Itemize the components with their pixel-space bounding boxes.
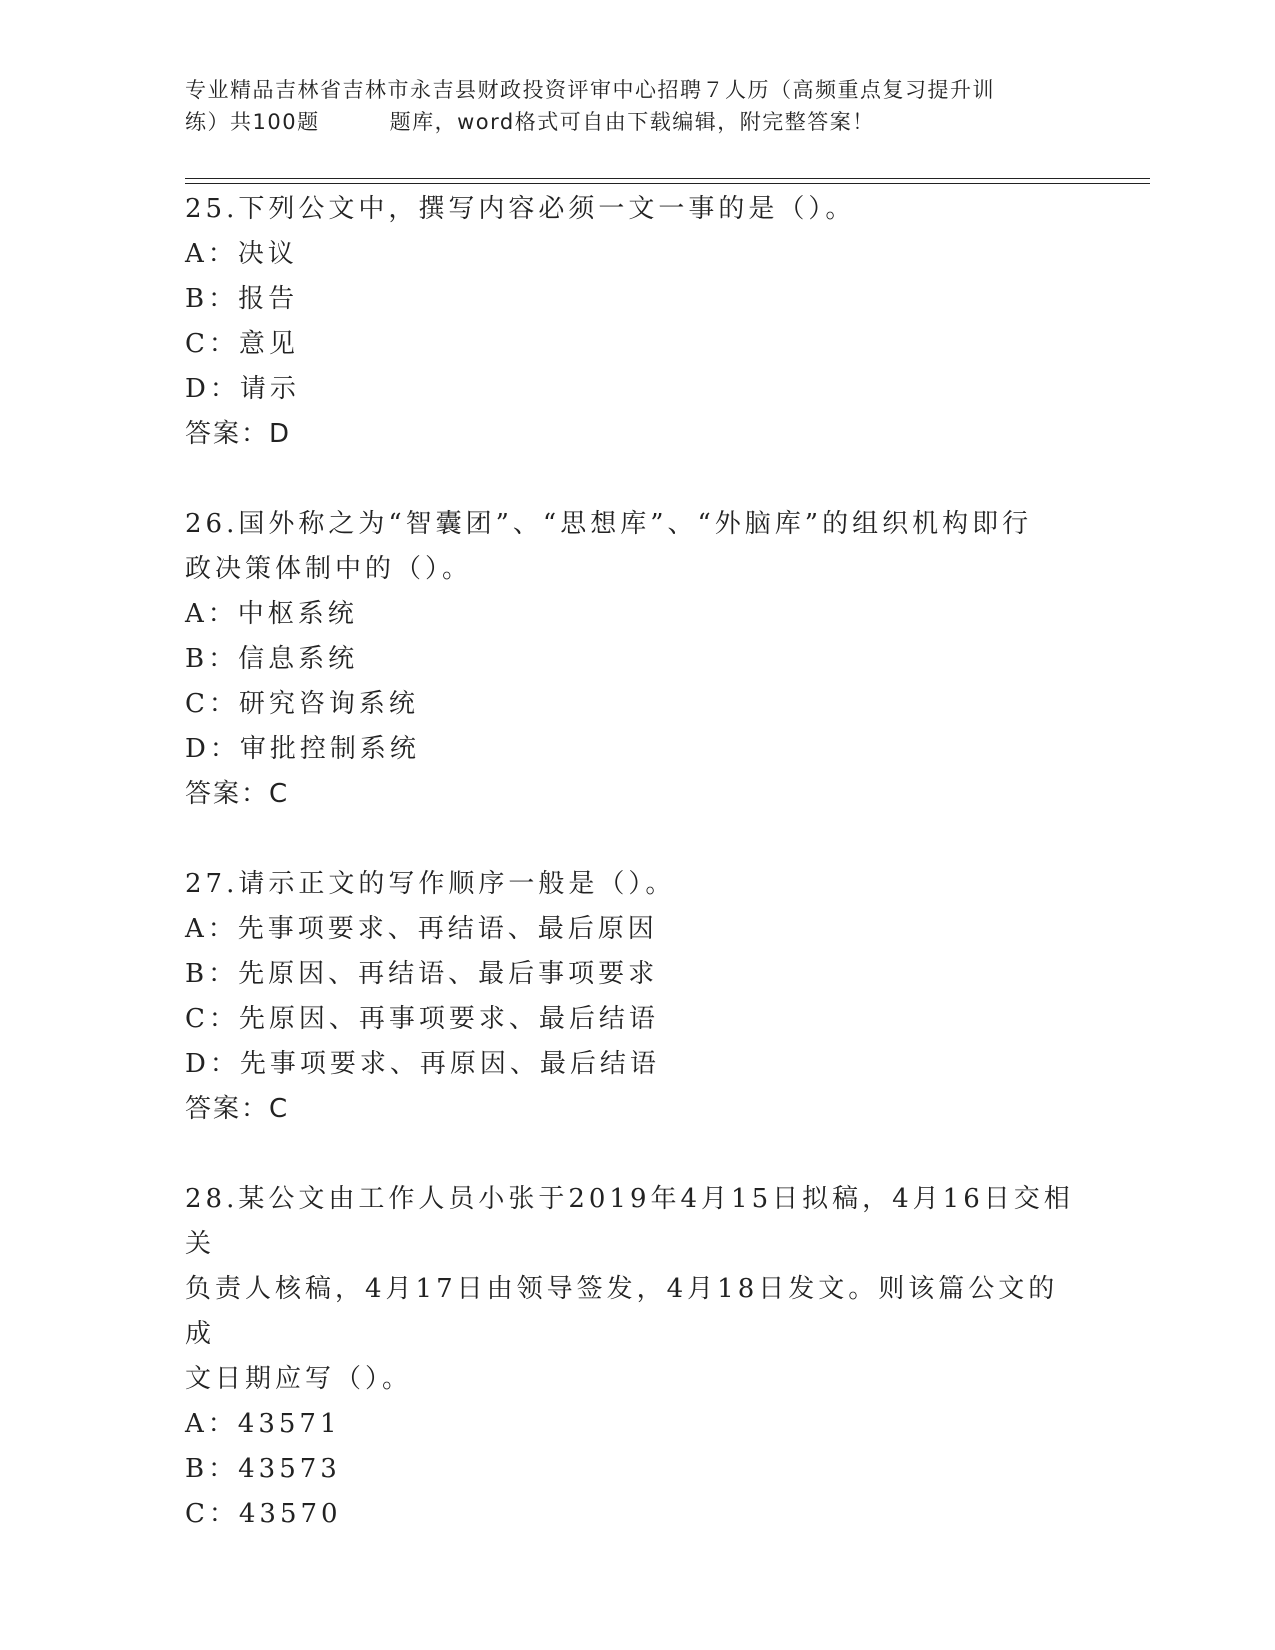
question-stem-line-1: 26.国外称之为“智囊团”、“思想库”、“外脑库”的组织机构即行 — [185, 509, 1033, 539]
header-line-2 — [185, 106, 1085, 138]
question-28 — [185, 1177, 1085, 1537]
option-b: B：先原因、再结语、最后事项要求 — [185, 959, 659, 989]
answer: 答案：D — [185, 419, 292, 449]
question-25 — [185, 187, 1085, 457]
option-d: D：先事项要求、再原因、最后结语 — [185, 1049, 660, 1079]
question-stem-line-3: 文日期应写（）。 — [185, 1364, 413, 1394]
question-26 — [185, 502, 1085, 817]
option-b: B：信息系统 — [185, 644, 359, 674]
option-c: C：先原因、再事项要求、最后结语 — [185, 1004, 659, 1034]
header-line-2-part-1: 练）共100题 — [185, 110, 320, 134]
question-stem-line-2: 政决策体制中的（）。 — [185, 554, 473, 584]
answer: 答案：C — [185, 1094, 290, 1124]
option-a: A：决议 — [185, 239, 298, 269]
option-b: B：43573 — [185, 1454, 341, 1484]
header-rule-bottom — [185, 183, 1150, 184]
option-a: A：43571 — [185, 1409, 341, 1439]
option-d: D：请示 — [185, 374, 300, 404]
question-stem-line-2: 负责人核稿，4月17日由领导签发，4月18日发文。则该篇公文的成 — [185, 1274, 1059, 1349]
option-a: A：中枢系统 — [185, 599, 358, 629]
option-b: B：报告 — [185, 284, 299, 314]
answer: 答案：C — [185, 779, 290, 809]
header-rule-top — [185, 178, 1150, 179]
document-header — [185, 74, 1085, 138]
question-list — [185, 187, 1085, 1537]
option-a: A：先事项要求、再结语、最后原因 — [185, 914, 658, 944]
question-stem: 27.请示正文的写作顺序一般是（）。 — [185, 869, 676, 899]
header-line-2-part-2: 题库，word格式可自由下载编辑，附完整答案！ — [389, 110, 875, 134]
question-stem: 25.下列公文中，撰写内容必须一文一事的是（）。 — [185, 194, 856, 224]
question-stem-line-1: 28.某公文由工作人员小张于2019年4月15日拟稿，4月16日交相关 — [185, 1184, 1074, 1259]
option-c: C：研究咨询系统 — [185, 689, 419, 719]
option-c: C：43570 — [185, 1499, 342, 1529]
question-27 — [185, 862, 1085, 1132]
header-line-1: 专业精品吉林省吉林市永吉县财政投资评审中心招聘７人历（高频重点复习提升训 — [185, 78, 995, 102]
option-c: C：意见 — [185, 329, 299, 359]
option-d: D：审批控制系统 — [185, 734, 420, 764]
